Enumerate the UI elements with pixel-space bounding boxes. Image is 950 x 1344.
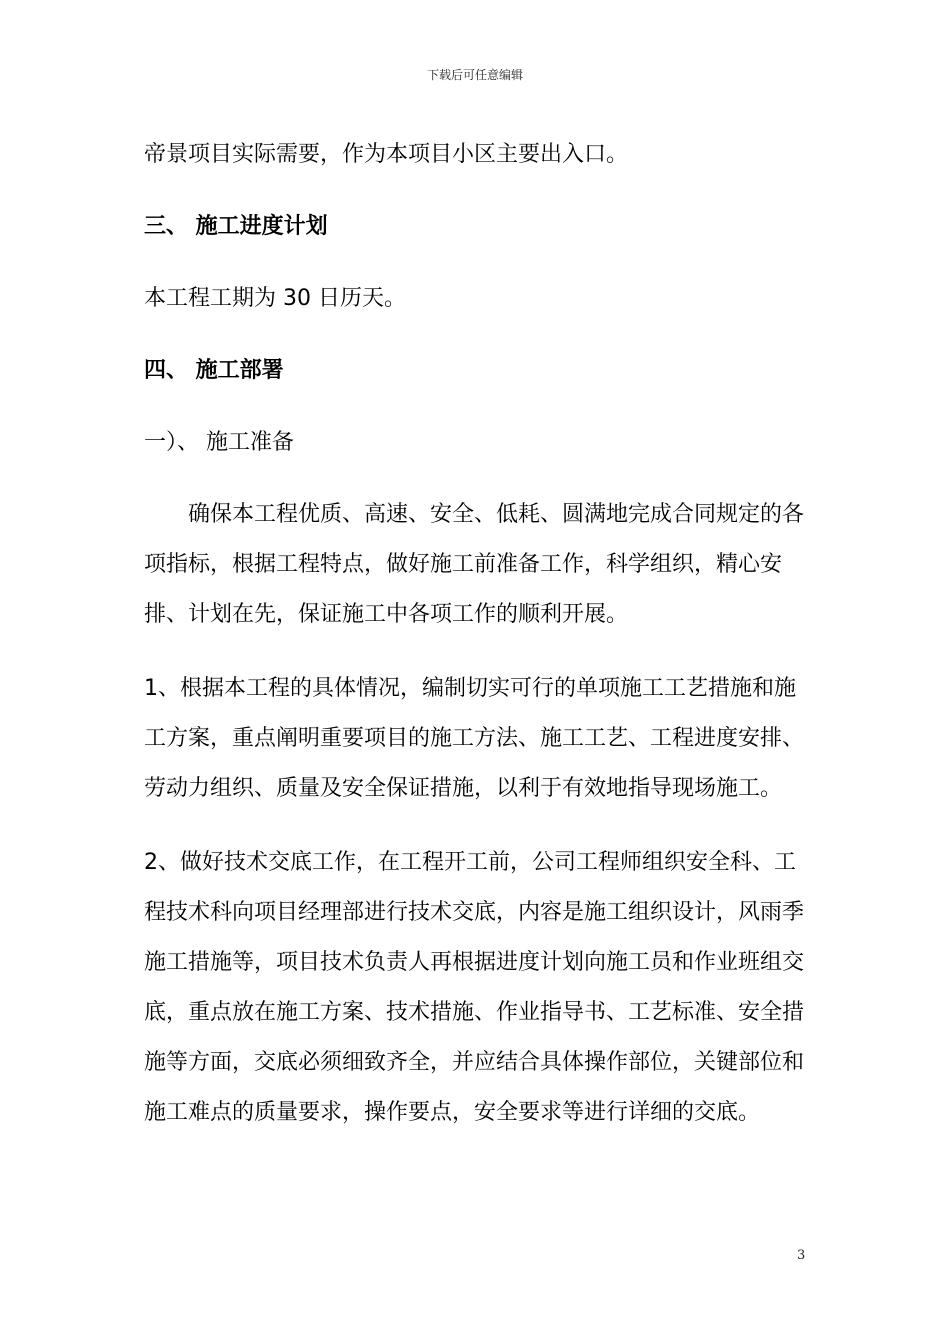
intro-paragraph: 确保本工程优质、高速、安全、低耗、圆满地完成合同规定的各项指标，根据工程特点，做好施工前准备工作，科学组织，精心安排、计划在先，保证施工中各项工作的顺利开展。 <box>144 502 805 627</box>
subheading-preparation: 一）、 施工准备 <box>144 430 294 455</box>
list-item-2: 2、做好技术交底工作，在工程开工前，公司工程师组织安全科、工程技术科向项目经理部进行技术交底，内容是施工组织设计，风雨季施工措施等，项目技术负责人再根据进度计划向施工员和作业班组交底，重点放在施工方案、技术措施、作业指导书、工艺标准、安全措施等方面，交底必须细致齐全，并应结合具体操作部位，关键部位和施工难点的质量要求，操作要点，安全要求等进行详细的交底。 <box>144 850 805 1125</box>
section-heading-deployment: 四、 施工部署 <box>144 358 284 383</box>
body-line-continuation: 帝景项目实际需要，作为本项目小区主要出入口。 <box>144 142 629 167</box>
section-heading-schedule: 三、 施工进度计划 <box>144 214 328 239</box>
page-number: 3 <box>797 1248 806 1263</box>
list-item-1: 1、根据本工程的具体情况，编制切实可行的单项施工工艺措施和施工方案，重点阐明重要项目的施工方法、施工工艺、工程进度安排、劳动力组织、质量及安全保证措施，以利于有效地指导现场施工。 <box>144 676 805 801</box>
page-header: 下载后可任意编辑 <box>426 68 523 82</box>
document-body <box>144 130 812 1138</box>
duration-line: 本工程工期为 30 日历天。 <box>144 286 406 311</box>
